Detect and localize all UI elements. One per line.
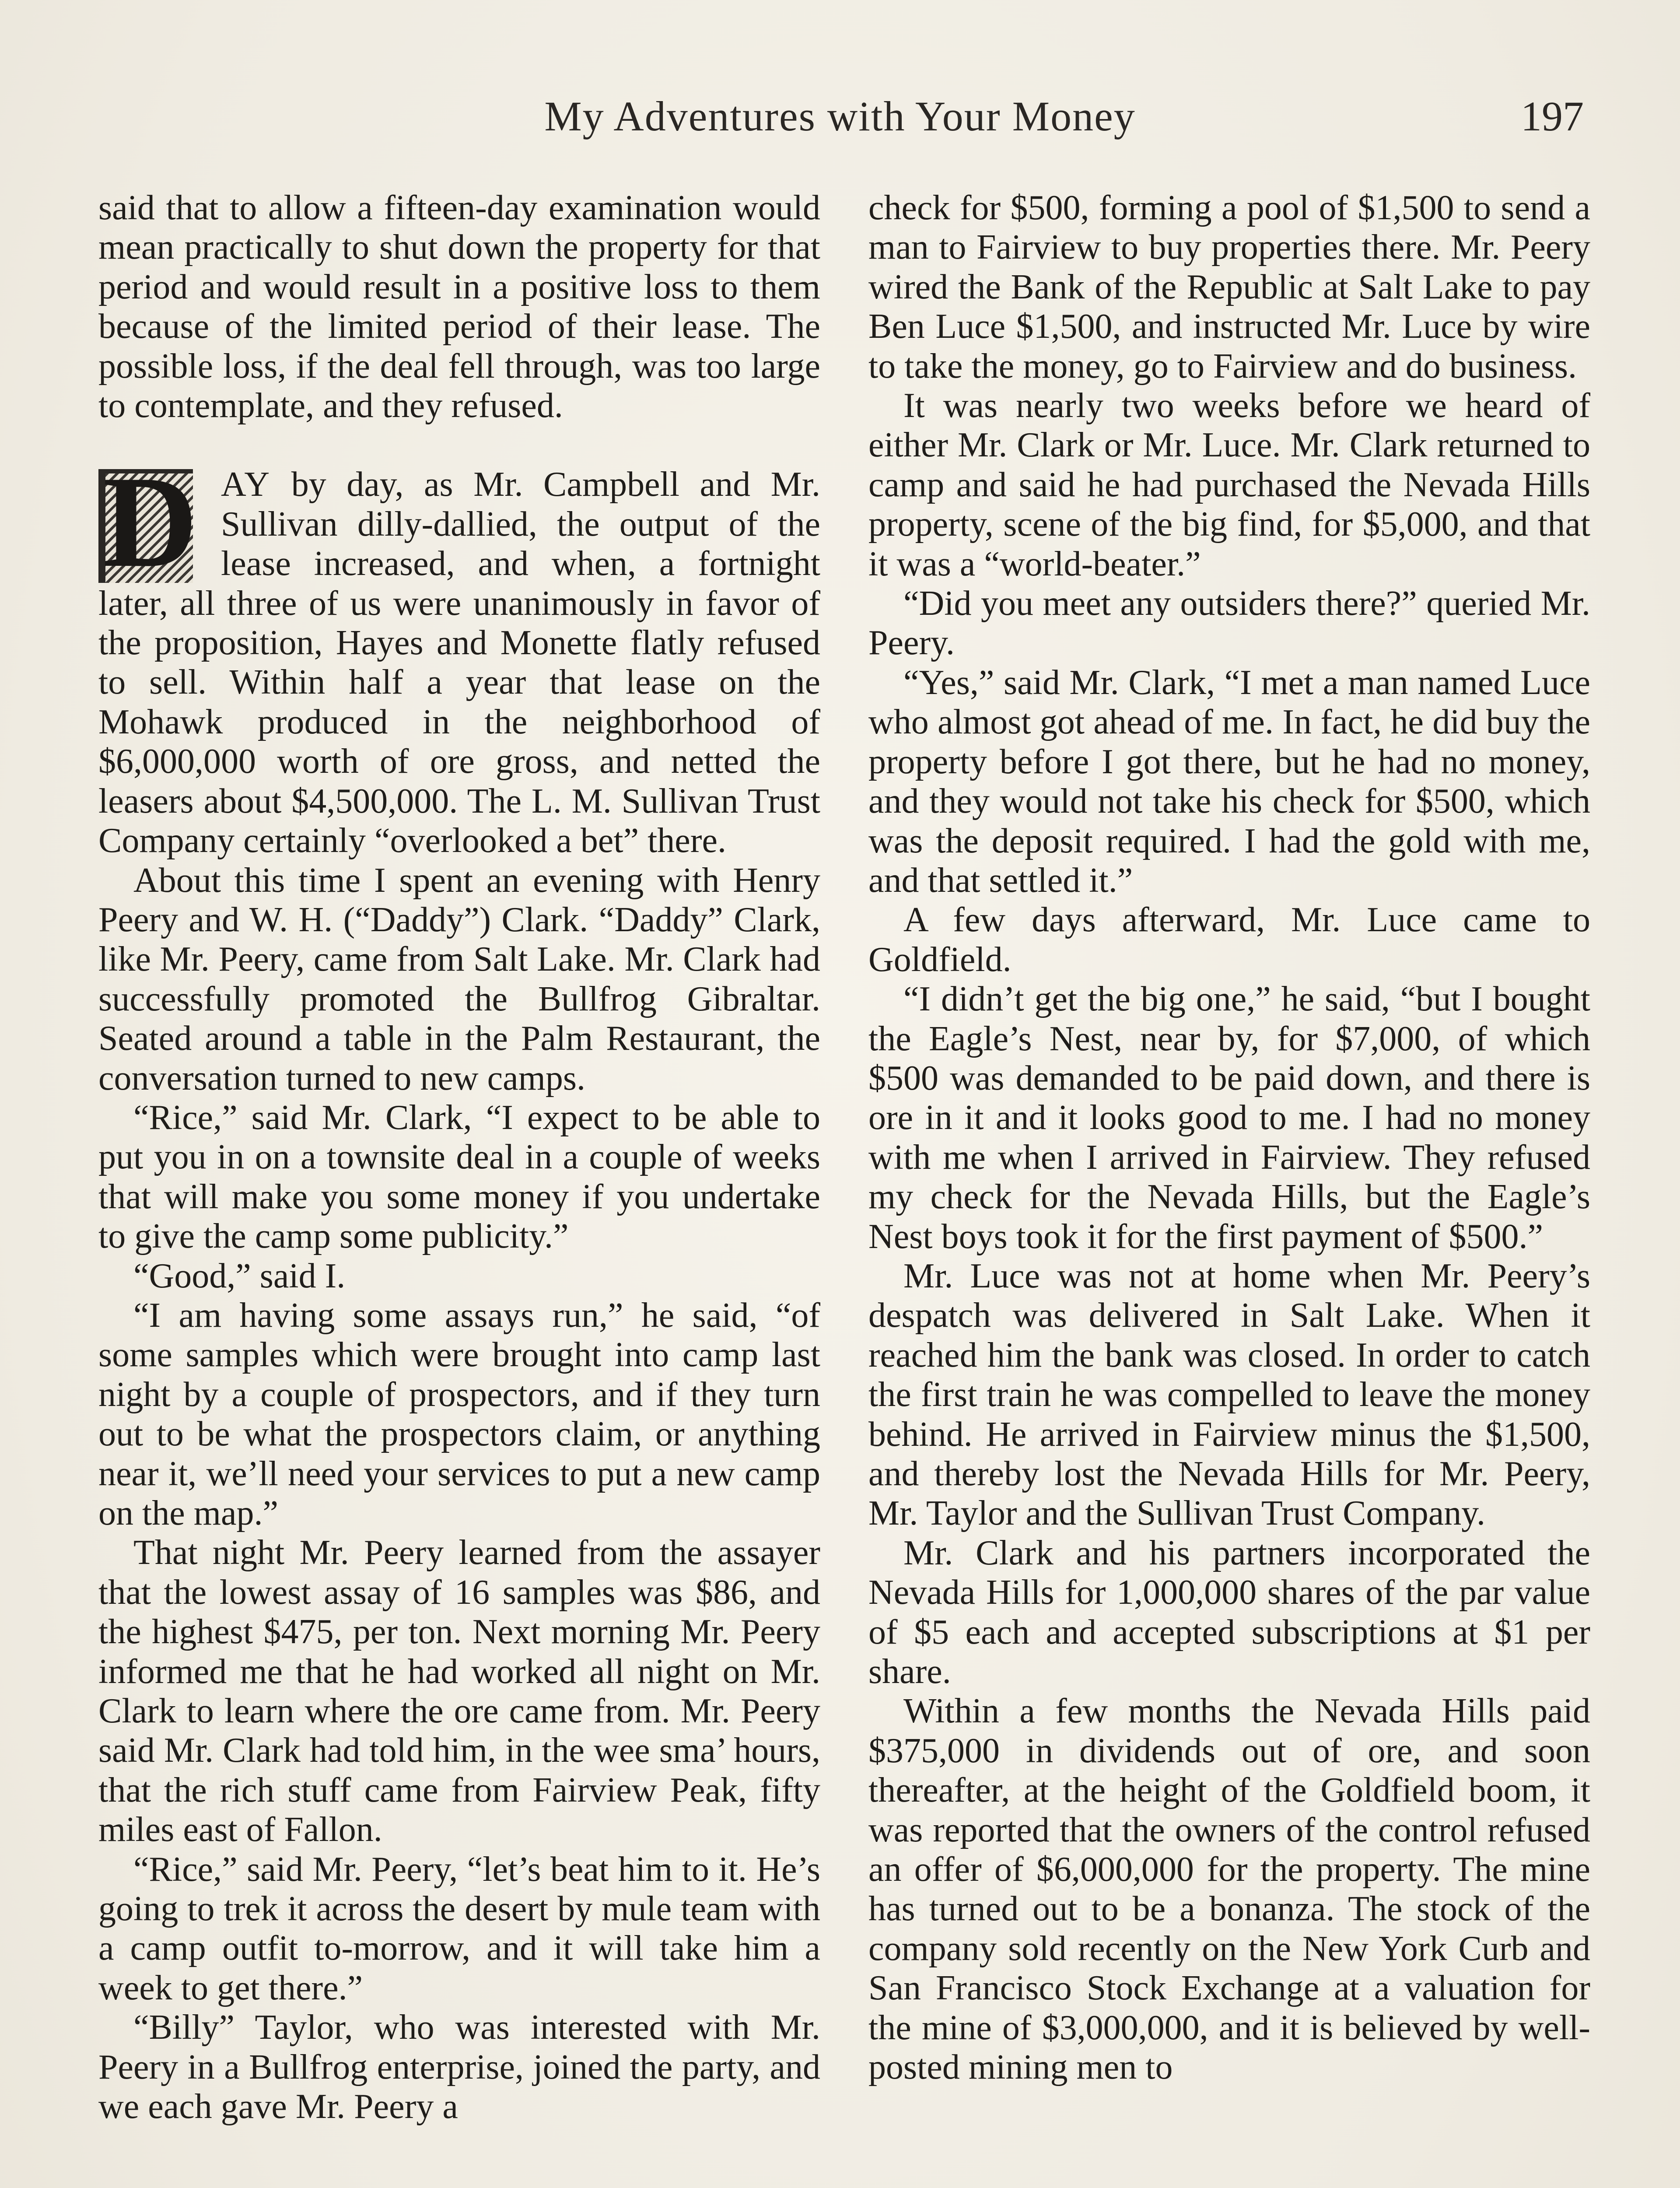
paragraph: “Billy” Taylor, who was interested with Mr. Peery in a Bullfrog enterprise, joined the party, and we each gave Mr. Peery a [98,2008,820,2126]
paragraph: “Good,” said I. [133,1256,346,1295]
paragraph: About this time I spent an evening with Henry Peery and W. H. (“Daddy”) Clark. “Daddy” Clark, like Mr. Peery, came from Salt Lake. Mr. Clark had successfully promoted the Bullfrog Gibraltar. Seated around a table in the Palm Restaurant, the conversation turned to new camps. [98,861,820,1098]
paragraph: Within a few months the Nevada Hills paid $375,000 in dividends out of ore, and soon thereafter, at the height of the Goldfield boom, it was reported that the owners of the control refused an offer of $6,000,000 for the property. The mine has turned out to be a bonanza. The stock of the company sold recently on the New York Curb and San Francisco Stock Exchange at a valuation for the mine of $3,000,000, and it is believed by well-posted mining men to [868,1692,1590,2087]
paragraph: check for $500, forming a pool of $1,500 to send a man to Fairview to buy properties there. Mr. Peery wired the Bank of the Republic at Salt Lake to pay Ben Luce $1,500, and instructed Mr. Luce by wire to take the money, go to Fairview and do business. [868,189,1590,386]
paragraph: That night Mr. Peery learned from the assayer that the lowest assay of 16 samples was $86, and the highest $475, per ton. Next morning Mr. Peery informed me that he had worked all night on Mr. Clark to learn where the ore came from. Mr. Peery said Mr. Clark had told him, in the wee sma’ hours, that the rich stuff came from Fairview Peak, fifty miles east of Fallon. [98,1533,820,1849]
paragraph: It was nearly two weeks before we heard of either Mr. Clark or Mr. Luce. Mr. Clark returned to camp and said he had purchased the Nevada Hills property, scene of the big find, for $5,000, and that it was a “world-beater.” [868,386,1590,583]
paragraph: “Rice,” said Mr. Clark, “I expect to be able to put you in on a townsite deal in a couple of weeks that will make you some money if you undertake to give the camp some publicity.” [98,1098,820,1256]
paragraph: “I didn’t get the big one,” he said, “but I bought the Eagle’s Nest, near by, for $7,000, of which $500 was demanded to be paid down, and there is ore in it and it looks good to me. I had no money with me when I arrived in Fairview. They refused my check for the Nevada Hills, but the Eagle’s Nest boys took it for the first payment of $500.” [868,980,1590,1256]
right-column [868,188,1590,2087]
left-column [98,188,820,2127]
dropcap-letter: D [103,449,198,595]
dropcap-paragraph [98,449,820,860]
paragraph: said that to allow a fifteen-day examination would mean practically to shut down the property for that period and would result in a positive loss to them because of the limited period of their lease. The possible loss, if the deal fell through, was too large to contemplate, and they refused. [98,189,820,425]
page-header [96,83,1584,149]
paragraph: A few days afterward, Mr. Luce came to Goldfield. [868,901,1590,979]
paragraph: “Did you meet any outsiders there?” queried Mr. Peery. [868,584,1590,663]
page-number: 197 [1521,93,1584,140]
paragraph-text: by day, as Mr. Campbell and Mr. Sullivan dilly-dallied, the output of the lease increased, and when, a fortnight later, all three of us were unanimously in favor of the proposition, Hayes and Monette flatly refused to sell. Within half a year that lease on the Mohawk produced in the neighborhood of $6,000,000 worth of ore gross, and netted the leasers about $4,500,000. The L. M. Sullivan Trust Company certainly “overlooked a bet” there. [98,465,820,860]
paragraph: Mr. Luce was not at home when Mr. Peery’s despatch was delivered in Salt Lake. When it reached him the bank was closed. In order to catch the first train he was compelled to leave the money behind. He arrived in Fairview minus the $1,500, and thereby lost the Nevada Hills for Mr. Peery, Mr. Taylor and the Sullivan Trust Company. [868,1256,1590,1533]
paragraph: “Rice,” said Mr. Peery, “let’s beat him to it. He’s going to trek it across the desert by mule team with a camp outfit to-morrow, and it will take him a week to get there.” [98,1850,820,2007]
paragraph: “I am having some assays run,” he said, “of some samples which were brought into camp last night by a couple of prospectors, and if they turn out to be what the prospectors claim, or anything near it, we’ll need your services to put a new camp on the map.” [98,1296,820,1532]
paragraph: “Yes,” said Mr. Clark, “I met a man named Luce who almost got ahead of me. In fact, he did buy the property before I got there, but he had no money, and they would not take his check for $500, which was the deposit required. I had the gold with me, and that settled it.” [868,663,1590,900]
running-title: My Adventures with Your Money [544,93,1136,140]
paragraph: Mr. Clark and his partners incorporated the Nevada Hills for 1,000,000 shares of the par value of $5 each and accepted subscriptions at $1 per share. [868,1533,1590,1691]
smallcaps-lead: AY [221,465,271,504]
dropcap-ornament [98,449,208,595]
